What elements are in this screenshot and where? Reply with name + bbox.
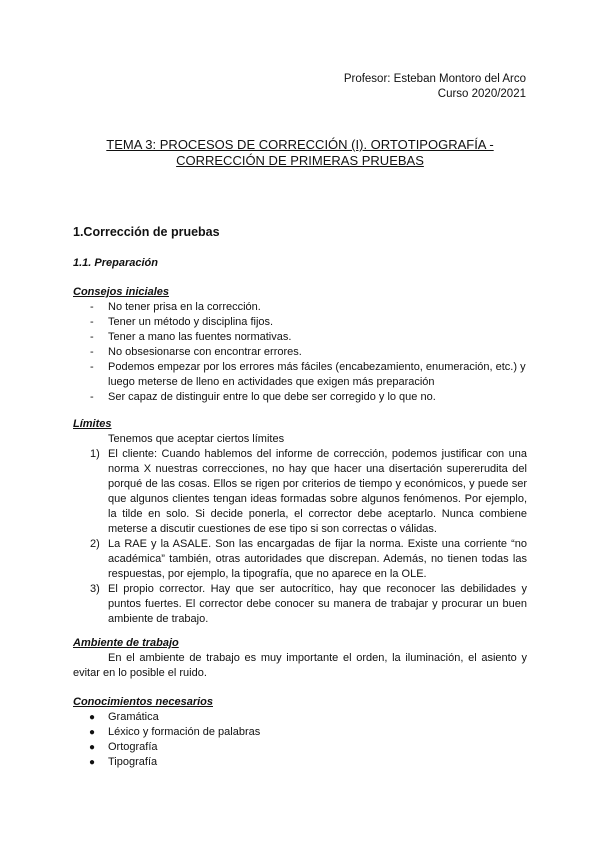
list-item: - Podemos empezar por los errores más fáciles (encabezamiento, enumeración, etc.) y luego meterse de lleno en actividades que exigen más preparación [90, 361, 526, 388]
list-item: - Tener a mano las fuentes normativas. [90, 331, 292, 343]
header [344, 72, 526, 102]
list-item: - Ser capaz de distinguir entre lo que debe ser corregido y lo que no. [90, 391, 436, 403]
ambiente-heading: Ambiente de trabajo [73, 637, 179, 649]
limites-heading: Límites [73, 418, 112, 430]
title-line-1: TEMA 3: PROCESOS DE CORRECCIÓN (I). ORTOTIPOGRAFÍA - [106, 137, 494, 152]
list-item: 3) El propio corrector. Hay que ser autocrítico, hay que reconocer las debilidades y puntos fuertes. El corrector debe conocer su manera de trabajar y procurar un buen ambiente de trabajo. [90, 583, 527, 625]
conocimientos-heading: Conocimientos necesarios [73, 696, 213, 708]
conocimientos-section [73, 695, 527, 770]
list-item: 1) El cliente: Cuando hablemos del informe de corrección, podemos justificar con una norma X nuestras correcciones, no hay que hacer una disertación supererudita del porqué de las cosas. Ellos se rigen por criterios de tiempo y económicos, y puede ser que algunos clientes tengan ideas formadas sobre algunos fenómenos. Por ejemplo, la tilde en solo. Si decide ponerla, el corrector debe aceptarlo. Nunca combiene meterse a discutir cuestiones de ese tipo si son correctas o válidas. [90, 448, 527, 535]
section-heading: 1.Corrección de pruebas [73, 225, 220, 239]
list-item: ● Tipografía [89, 756, 158, 768]
list-item: ● Léxico y formación de palabras [89, 726, 261, 738]
list-item: - No tener prisa en la corrección. [90, 301, 261, 313]
list-item: - Tener un método y disciplina fijos. [90, 316, 274, 328]
title-line-2: CORRECCIÓN DE PRIMERAS PRUEBAS [176, 153, 424, 168]
list-item: - No obsesionarse con encontrar errores. [90, 346, 302, 358]
conocimientos-list [73, 710, 527, 770]
limites-intro: Tenemos que aceptar ciertos límites [108, 433, 285, 445]
limites-list [73, 447, 527, 627]
list-item: ● Gramática [89, 711, 159, 723]
ambiente-section [73, 636, 527, 681]
list-item: 2) La RAE y la ASALE. Son las encargadas de fijar la norma. Existe una corriente “no académica” también, otras autoridades que discrepan. Además, no tienen todas las respuestas, por ejemplo, la tipografía, que no aparece en la OLE. [90, 538, 527, 580]
consejos-section [73, 285, 527, 405]
course-line: Curso 2020/2021 [437, 88, 526, 100]
subsection-heading: 1.1. Preparación [73, 257, 158, 269]
consejos-heading: Consejos iniciales [73, 286, 169, 298]
list-item: ● Ortografía [89, 741, 158, 753]
consejos-list [73, 300, 527, 405]
professor-line: Profesor: Esteban Montoro del Arco [343, 73, 526, 85]
limites-section [73, 417, 527, 627]
page-title [60, 137, 540, 169]
ambiente-text: En el ambiente de trabajo es muy importante el orden, la iluminación, el asiento y evitar en lo posible el ruido. [73, 652, 527, 679]
